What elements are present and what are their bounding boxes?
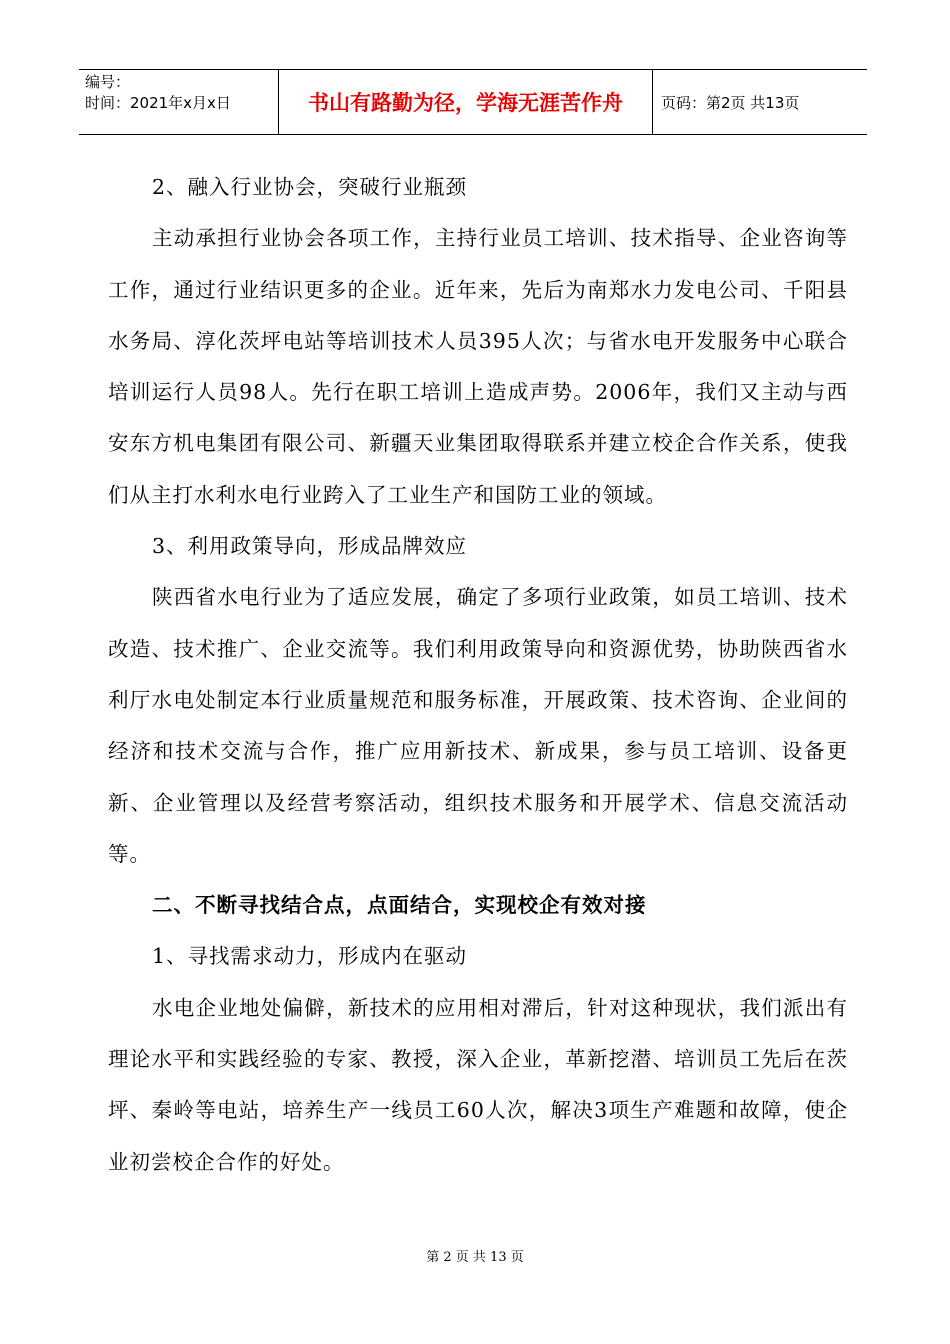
page-header (79, 69, 867, 135)
page-footer: 第 2 页 共 13 页 (426, 1250, 524, 1265)
body-paragraph: 陕西省水电行业为了适应发展，确定了多项行业政策，如员工培训、技术改造、技术推广、企业交流等。我们利用政策导向和资源优势，协助陕西省水利厅水电处制定本行业质量规范和服务标准，开展政策、技术咨询、企业间的经济和技术交流与合作，推广应用新技术、新成果，参与员工培训、设备更新、企业管理以及经营考察活动，组织技术服务和开展学术、信息交流活动等。 (108, 585, 848, 866)
subheading-1: 1、寻找需求动力，形成内在驱动 (152, 944, 468, 969)
document-body (108, 162, 848, 1188)
header-page-number: 页码：第2页 共13页 (661, 93, 800, 112)
body-paragraph: 主动承担行业协会各项工作，主持行业员工培训、技术指导、企业咨询等工作，通过行业结识更多的企业。近年来，先后为南郑水力发电公司、千阳县水务局、淳化茨坪电站等培训技术人员395人次；与省水电开发服务中心联合培训运行人员98人。先行在职工培训上造成声势。2006年，我们又主动与西安东方机电集团有限公司、新疆天业集团取得联系并建立校企合作关系，使我们从主打水利水电行业跨入了工业生产和国防工业的领域。 (108, 226, 848, 507)
header-meta-cell (79, 70, 279, 134)
header-motto: 书山有路勤为径，学海无涯苦作舟 (279, 70, 653, 134)
body-paragraph: 水电企业地处偏僻，新技术的应用相对滞后，针对这种现状，我们派出有理论水平和实践经验的专家、教授，深入企业，革新挖潜、培训员工先后在茨坪、秦岭等电站，培养生产一线员工60人次，解决3项生产难题和故障，使企业初尝校企合作的好处。 (108, 995, 848, 1174)
document-time-label: 时间：2021年x月x日 (85, 94, 231, 112)
subheading-3: 3、利用政策导向，形成品牌效应 (152, 534, 468, 559)
subheading-2: 2、融入行业协会，突破行业瓶颈 (152, 175, 468, 199)
section-heading: 二、不断寻找结合点，点面结合，实现校企有效对接 (152, 893, 647, 918)
document-number-label: 编号： (85, 73, 131, 91)
